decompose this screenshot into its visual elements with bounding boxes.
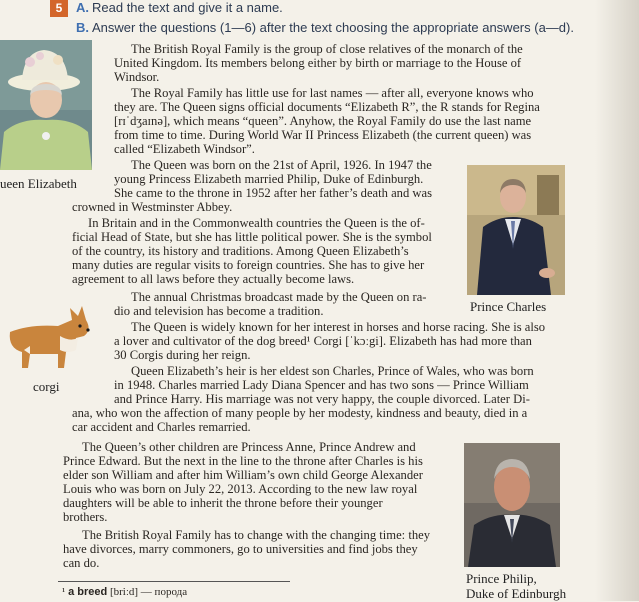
text-line: agreement to all laws before they actually become laws. [72,272,355,286]
prince-philip-caption-line1: Prince Philip, [466,571,537,586]
footnote-marker: ¹ [62,586,66,598]
corgi-caption: corgi [33,379,60,394]
footnote-word: a breed [68,586,108,598]
text-line: and Prince Harry. His marriage was not very happy, the couple divorced. Later Di- [114,392,530,406]
text-line: United Kingdom. Its members belong either by birth or marriage to the House of [114,56,522,70]
task-b-row [76,20,616,38]
prince-philip-caption-line2: Duke of Edinburgh [466,586,567,601]
prince-philip-image [464,443,560,567]
text-line: in 1948. Charles married Lady Diana Spencer and has two sons — Prince William [114,378,529,392]
text-line: The British Royal Family is the group of close relatives of the monarch of the [131,42,523,56]
footnote-definition: [briːd] — порода [107,586,188,598]
footnote [62,586,187,598]
queen-elizabeth-caption: ueen Elizabeth [0,176,77,191]
task-b-letter: B. [76,20,89,35]
text-line: The Queen’s other children are Princess Anne, Prince Andrew and [82,440,416,454]
text-line: daughters will be able to inherit the throne before their younger [63,496,383,510]
text-line: In Britain and in the Commonwealth countries the Queen is the of- [88,216,425,230]
text-line: Queen Elizabeth’s heir is her eldest son Charles, Prince of Wales, who was born [131,364,534,378]
task-a-letter: A. [76,0,89,15]
text-line: young Princess Elizabeth married Philip, Duke of Edinburgh. [114,172,424,186]
text-line: ficial Head of State, but she has little political power. She is the symbol [72,230,432,244]
text-line: Prince Edward. But the next in the line to the throne after Charles is his [63,454,423,468]
task-a-text: Read the text and give it a name. [92,0,283,15]
text-line: The annual Christmas broadcast made by the Queen on ra- [131,290,427,304]
text-line: many duties are regular visits to foreign countries. She has to give her [72,258,425,272]
corgi-image [0,298,92,372]
text-line: The British Royal Family has to change with the changing time: they [82,528,431,542]
prince-charles-caption: Prince Charles [470,299,547,314]
text-line: brothers. [63,510,108,524]
task-a-row [50,0,610,18]
queen-elizabeth-image [0,40,92,170]
text-line: called “Elizabeth Windsor”. [114,142,255,156]
text-line: have divorces, marry commoners, go to universities and find jobs they [63,542,418,556]
task-number-badge: 5 [50,0,68,17]
prince-charles-photo [467,165,565,295]
text-line: Windsor. [114,70,160,84]
text-line: The Queen is widely known for her interest in horses and horse racing. She is also [131,320,546,334]
text-line: of the country, its history and traditions. Among Queen Elizabeth’s [72,244,409,258]
task-b-text: Answer the questions (1—6) after the text choosing the appropriate answers (a—d). [92,20,574,35]
text-line: elder son William and after him William’s own child George Alexander [63,468,423,482]
queen-elizabeth-photo [0,40,92,170]
text-line: Louis who was born on July 22, 2013. According to the new law royal [63,482,418,496]
text-line: from time to time. During World War II Princess Elizabeth (the current queen) was [114,128,532,142]
corgi-photo [0,298,92,372]
text-line: 30 Corgis during her reign. [114,348,251,362]
text-line: She came to the throne in 1952 after her father’s death and was [114,186,432,200]
text-line: The Queen was born on the 21st of April, 1926. In 1947 the [131,158,432,172]
page-edge-shadow [595,0,639,601]
text-line: dio and television has become a tradition. [114,304,324,318]
text-line: they are. The Queen signs official documents “Elizabeth R”, the R stands for Regina [114,100,540,114]
text-line: crowned in Westminster Abbey. [72,200,233,214]
text-line: can do. [63,556,100,570]
text-line: The Royal Family has little use for last names — after all, everyone knows who [131,86,534,100]
prince-charles-image [467,165,565,295]
prince-philip-photo [464,443,560,567]
text-line: car accident and Charles remarried. [72,420,251,434]
text-line: a lover and cultivator of the dog breed¹ Corgi [ˈkɔːgi]. Elizabeth has had more than [114,334,532,348]
text-line: ana, who won the affection of many people by her modesty, kindness and beauty, died in a [72,406,528,420]
text-line: [rɪˈdʒaɪnə], which means “queen”. Anyhow, the Royal Family do use the last name [114,114,532,128]
footnote-divider [58,581,290,582]
